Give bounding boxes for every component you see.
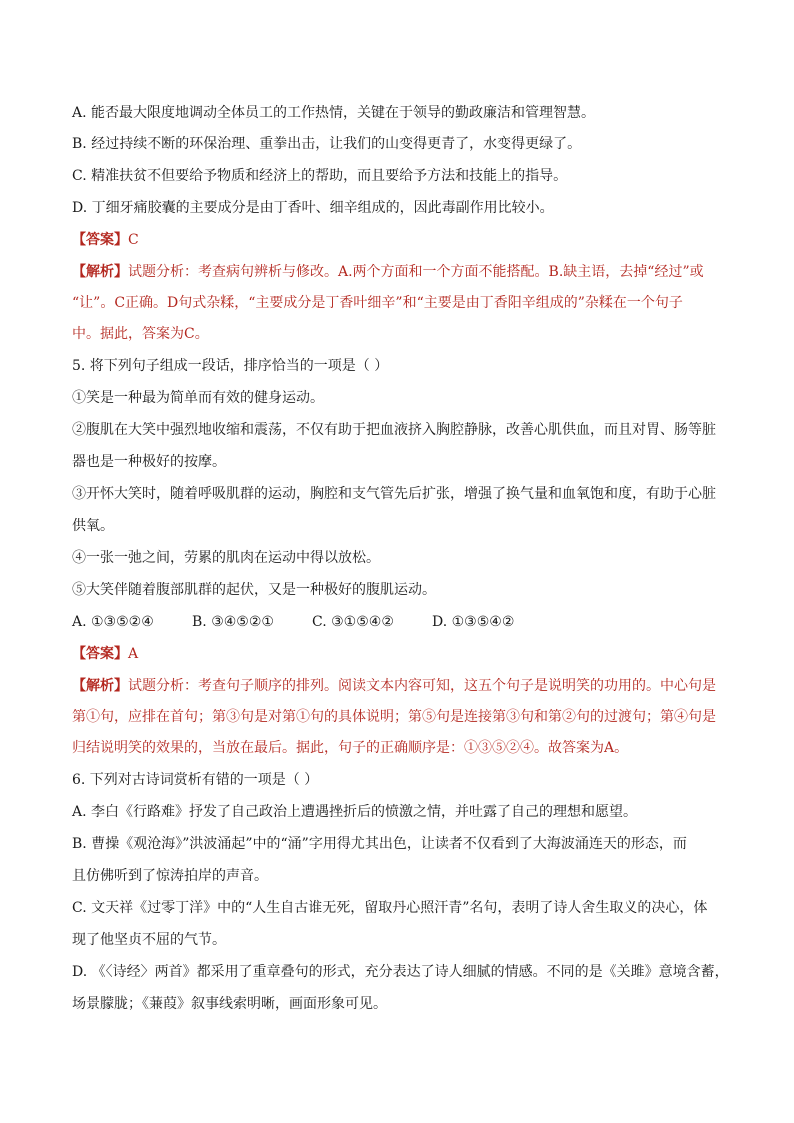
- q5-analysis-line-3: 归结说明笑的效果的，当放在最后。据此，句子的正确顺序是：①③⑤②④。故答案为A。: [72, 740, 629, 756]
- q5-answer: [72, 644, 732, 664]
- q5-analysis-line-1: [72, 676, 732, 696]
- analysis-tag: 【解析】: [72, 678, 128, 694]
- q5-sentence-1: ①笑是一种最为简单而有效的健身运动。: [72, 390, 324, 406]
- q6-option-b: B. 曹操《观沧海》”洪波涌起”中的“涌”字用得尤其出色，让读者不仅看到了大海波涌连天的形态，而: [72, 836, 687, 852]
- q5-analysis-line-2: 第①句，应排在首句；第③句是对第①句的具体说明；第⑤句是连接第③句和第②句的过渡句；第④句是: [72, 709, 716, 725]
- q4-analysis-line-1: [72, 262, 732, 282]
- q5-choices: [72, 612, 732, 632]
- q5-sentence-2: ②腹肌在大笑中强烈地收缩和震荡，不仅有助于把血液挤入胸腔静脉，改善心肌供血，而且对胃、肠等脏: [72, 422, 716, 438]
- answer-value: A: [128, 646, 139, 662]
- analysis-tag: 【解析】: [72, 264, 128, 280]
- q4-analysis-line-2: “让”。C正确。D句式杂糅，“主要成分是丁香叶细辛”和“主要是由丁香阳辛组成的”杂糅在一个句子: [72, 295, 683, 311]
- q4-option-a: A. 能否最大限度地调动全体员工的工作热情，关键在于领导的勤政廉洁和管理智慧。: [72, 105, 596, 121]
- q5-choice-a: A. ①③⑤②④: [72, 614, 154, 630]
- q5-sentence-3: ③开怀大笑时，随着呼吸肌群的运动，胸腔和支气管先后扩张，增强了换气量和血氧饱和度，有助于心脏: [72, 486, 716, 502]
- q5-choice-c: C. ③①⑤④②: [312, 614, 394, 630]
- answer-tag: 【答案】: [72, 232, 128, 248]
- q4-option-c: C. 精准扶贫不但要给予物质和经济上的帮助，而且要给予方法和技能上的指导。: [72, 168, 568, 184]
- q5-choice-b: B. ③④⑤②①: [192, 614, 274, 630]
- q5-sentence-3-cont: 供氧。: [72, 518, 114, 534]
- answer-value: C: [128, 232, 139, 248]
- q4-option-b: B. 经过持续不断的环保治理、重拳出击，让我们的山变得更青了，水变得更绿了。: [72, 136, 582, 152]
- q6-option-a: A. 李白《行路难》抒发了自己政治上遭遇挫折后的愤激之情，并吐露了自己的理想和愿望。: [72, 804, 638, 820]
- q5-sentence-2-cont: 器也是一种极好的按摩。: [72, 454, 226, 470]
- q6-option-d: D. 《〈诗经〉两首》都采用了重章叠句的形式，充分表达了诗人细腻的情感。不同的是《关雎》意境含蓄，: [72, 964, 729, 980]
- analysis-text: 试题分析：考查句子顺序的排列。阅读文本内容可知，这五个句子是说明笑的功用的。中心句是: [128, 678, 716, 694]
- q6-option-c: C. 文天祥《过零丁洋》中的“人生自古谁无死，留取丹心照汗青”名句，表明了诗人舍生取义的决心，体: [72, 900, 708, 916]
- q6-option-b-cont: 且仿佛听到了惊涛拍岸的声音。: [72, 868, 268, 884]
- q5-choice-d: D. ①③⑤④②: [432, 614, 515, 630]
- q4-answer: [72, 230, 732, 250]
- q5-sentence-4: ④一张一弛之间，劳累的肌肉在运动中得以放松。: [72, 550, 380, 566]
- q6-option-d-cont: 场景朦胧；《蒹葭》叙事线索明晰，画面形象可见。: [72, 996, 387, 1012]
- q5-sentence-5: ⑤大笑伴随着腹部肌群的起伏，又是一种极好的腹肌运动。: [72, 582, 436, 598]
- q4-option-d: D. 丁细牙痛胶囊的主要成分是由丁香叶、细辛组成的，因此毒副作用比较小。: [72, 200, 554, 216]
- q4-analysis-line-3: 中。据此，答案为C。: [72, 326, 209, 342]
- q6-question: 6. 下列对古诗词赏析有错的一项是（ ）: [72, 772, 319, 788]
- answer-tag: 【答案】: [72, 646, 128, 662]
- analysis-text: 试题分析：考查病句辨析与修改。A.两个方面和一个方面不能搭配。B.缺主语，去掉“经过”或: [128, 264, 704, 280]
- q5-question: 5. 将下列句子组成一段话，排序恰当的一项是（ ）: [72, 358, 389, 374]
- q6-option-c-cont: 现了他坚贞不屈的气节。: [72, 932, 226, 948]
